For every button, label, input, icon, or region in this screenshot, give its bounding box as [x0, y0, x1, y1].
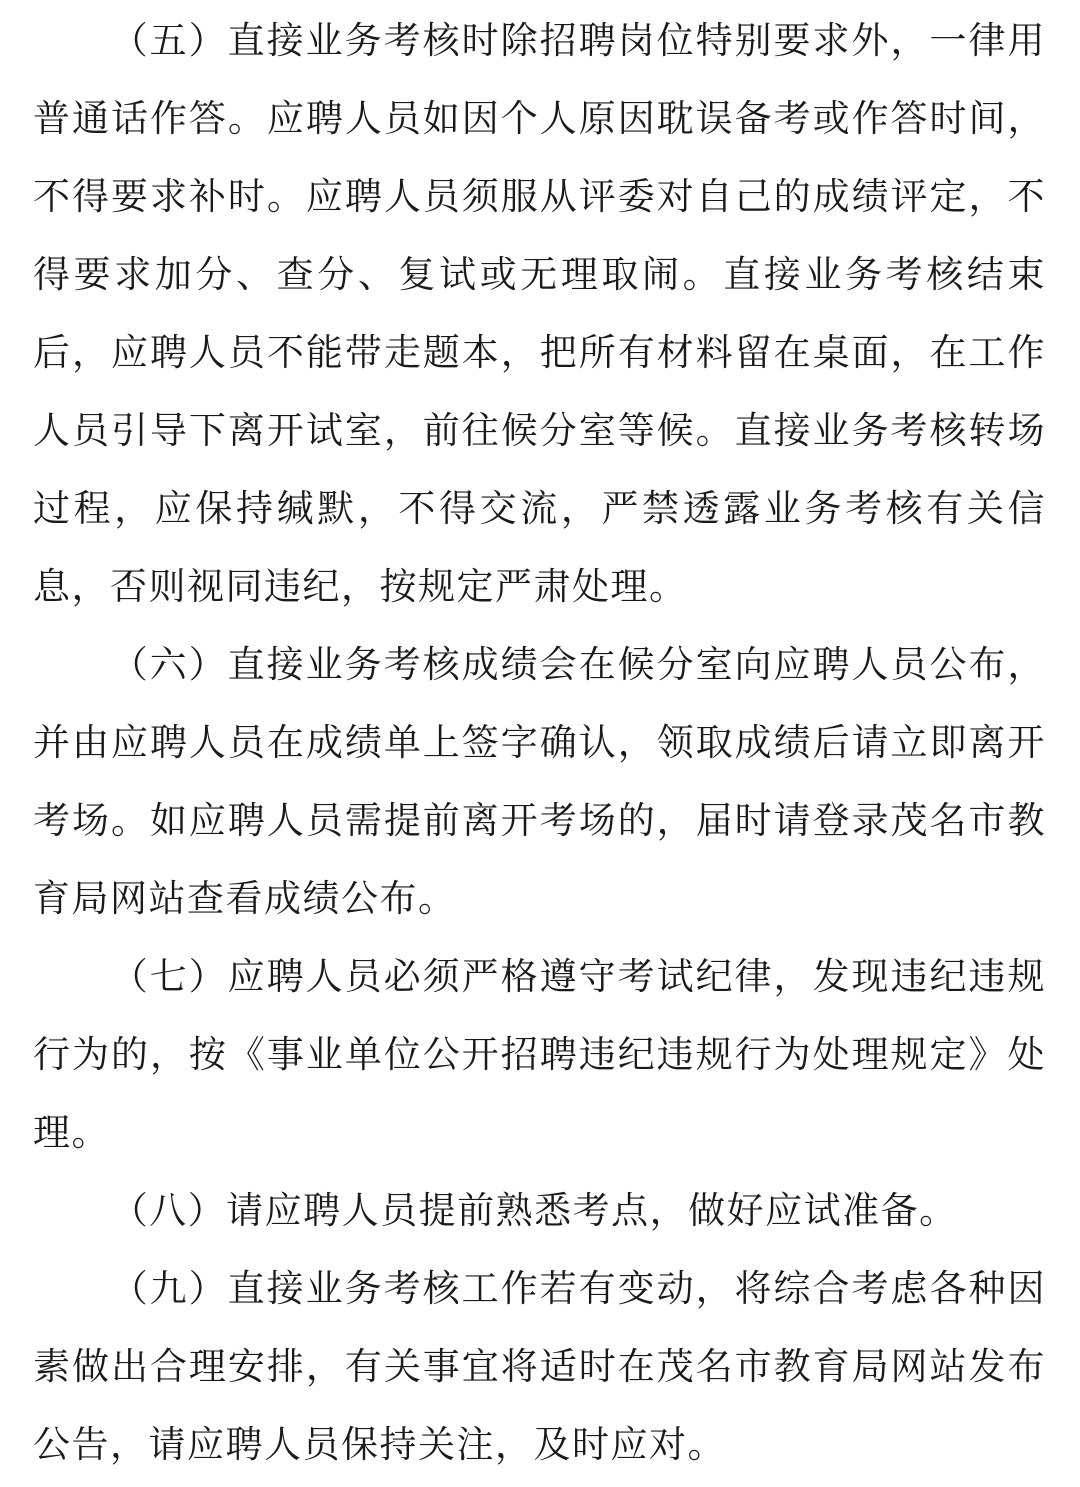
paragraph-nine: （九）直接业务考核工作若有变动，将综合考虑各种因素做出合理安排，有关事宜将适时在茂名市教育局网站发布公告，请应聘人员保持关注，及时应对。	[33, 1267, 1046, 1466]
paragraph-eight: （八）请应聘人员提前熟悉考点，做好应试准备。	[110, 1189, 958, 1232]
paragraph-seven: （七）应聘人员必须严格遵守考试纪律，发现违纪违规行为的，按《事业单位公开招聘违纪违规行为处理规定》处理。	[33, 955, 1046, 1154]
paragraph-six: （六）直接业务考核成绩会在候分室向应聘人员公布，并由应聘人员在成绩单上签字确认，领取成绩后请立即离开考场。如应聘人员需提前离开考场的，届时请登录茂名市教育局网站查看成绩公布。	[33, 643, 1046, 920]
paragraph-five: （五）直接业务考核时除招聘岗位特别要求外，一律用普通话作答。应聘人员如因个人原因耽误备考或作答时间，不得要求补时。应聘人员须服从评委对自己的成绩评定，不得要求加分、查分、复试或无理取闹。直接业务考核结束后，应聘人员不能带走题本，把所有材料留在桌面，在工作人员引导下离开试室，前往候分室等候。直接业务考核转场过程，应保持缄默，不得交流，严禁透露业务考核有关信息，否则视同违纪，按规定严肃处理。	[33, 19, 1046, 608]
